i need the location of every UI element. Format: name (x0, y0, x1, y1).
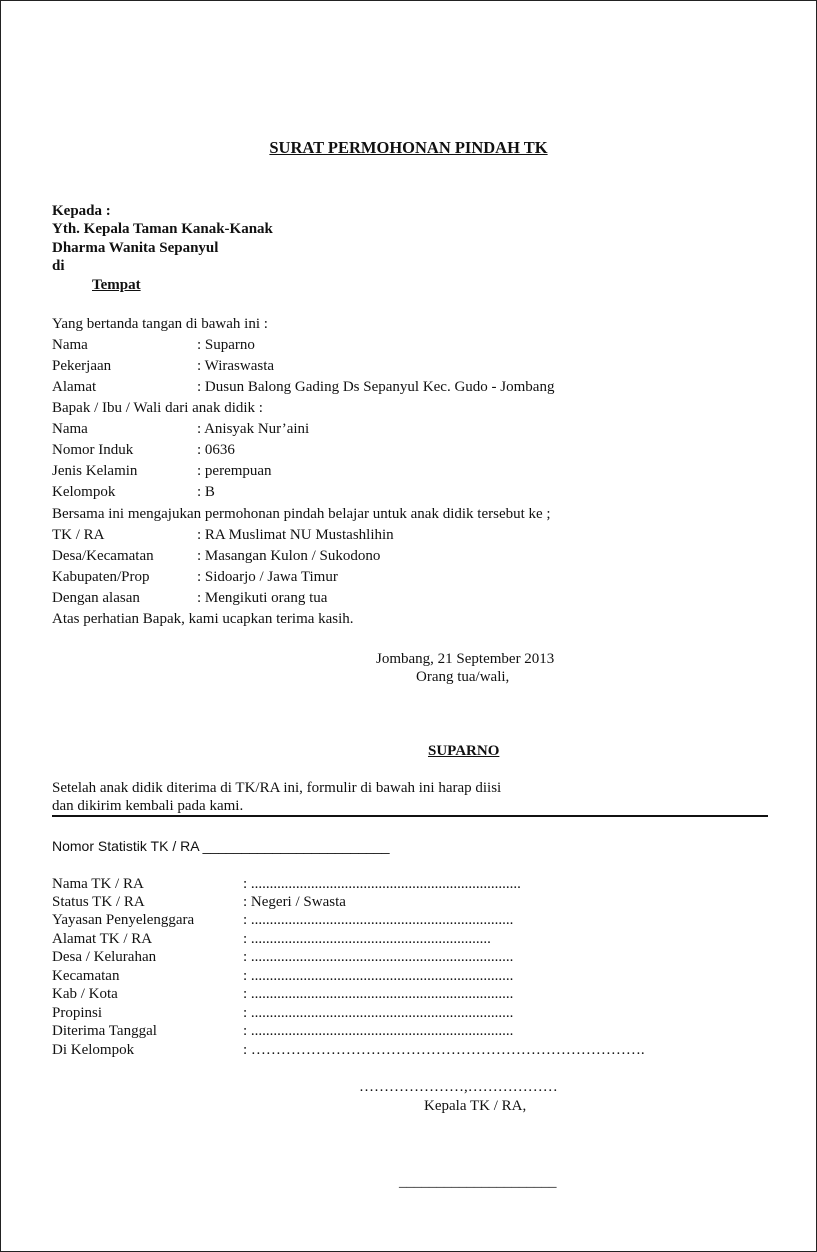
field-value: : Mengikuti orang tua (197, 590, 328, 606)
destination-row (52, 589, 327, 607)
recipient-title: Yth. Kepala Taman Kanak-Kanak (52, 221, 273, 237)
field-value: : ...................................................................... (243, 1005, 514, 1021)
field-label: Nama (52, 337, 88, 353)
field-label: Pekerjaan (52, 358, 112, 374)
field-value: : Anisyak Nur’aini (197, 421, 310, 437)
field-label: Kab / Kota (52, 986, 118, 1002)
field-label: Desa/Kecamatan (52, 548, 154, 564)
form-row (52, 875, 521, 893)
field-value: : Wiraswasta (197, 358, 275, 374)
section-divider (52, 815, 768, 817)
form-row (52, 911, 513, 929)
intro-text: Yang bertanda tangan di bawah ini : (52, 316, 268, 332)
field-label: Alamat TK / RA (52, 931, 153, 947)
parent-row (52, 336, 255, 354)
field-value: : ........................................................................ (243, 876, 521, 892)
destination-row (52, 526, 394, 544)
parent-row (52, 378, 554, 396)
field-value: : ...................................................................... (243, 912, 514, 928)
field-label: TK / RA (52, 527, 105, 543)
form-row (52, 1022, 513, 1040)
field-value: : ...................................................................... (243, 968, 514, 984)
form-row (52, 967, 513, 985)
recipient-school: Dharma Wanita Sepanyul (52, 240, 219, 256)
letter-title: SURAT PERMOHONAN PINDAH TK (269, 138, 548, 157)
field-label: Nama (52, 421, 88, 437)
recipient-kepada: Kepada : (52, 203, 111, 219)
field-label: Yayasan Penyelenggara (52, 912, 195, 928)
field-value: : 0636 (197, 442, 235, 458)
closing-text: Atas perhatian Bapak, kami ucapkan terima kasih. (52, 611, 354, 627)
field-value: : Negeri / Swasta (243, 894, 346, 910)
field-value: : B (197, 484, 215, 500)
head-signature-dots: …………………,……………… (359, 1079, 558, 1095)
signer-role: Orang tua/wali, (416, 669, 510, 685)
field-value: : ................................................................ (243, 931, 491, 947)
destination-row (52, 568, 338, 586)
field-value: : ...................................................................... (243, 1023, 514, 1039)
field-label: Di Kelompok (52, 1042, 135, 1058)
request-intro: Bersama ini mengajukan permohonan pindah belajar untuk anak didik tersebut ke ; (52, 506, 551, 522)
date-place: Jombang, 21 September 2013 (376, 651, 555, 667)
field-label: Dengan alasan (52, 590, 140, 606)
field-label: Propinsi (52, 1005, 103, 1021)
destination-row (52, 547, 380, 565)
signer-name: SUPARNO (428, 743, 500, 759)
form-row (52, 1004, 513, 1022)
head-signature-line: _____________________ (399, 1174, 557, 1190)
child-row (52, 420, 309, 438)
child-row (52, 483, 215, 501)
statistik-field: Nomor Statistik TK / RA ________________________ (52, 838, 390, 854)
field-label: Alamat (52, 379, 97, 395)
child-row (52, 462, 272, 480)
field-value: : RA Muslimat NU Mustashlihin (197, 527, 394, 543)
child-intro: Bapak / Ibu / Wali dari anak didik : (52, 400, 263, 416)
head-role: Kepala TK / RA, (424, 1098, 527, 1114)
child-row (52, 441, 235, 459)
form-row (52, 985, 513, 1003)
field-value: : ...................................................................... (243, 986, 514, 1002)
form-note-line2: dan dikirim kembali pada kami. (52, 798, 244, 814)
field-label: Kecamatan (52, 968, 120, 984)
recipient-place: Tempat (92, 277, 141, 293)
parent-row (52, 357, 274, 375)
field-label: Diterima Tanggal (52, 1023, 157, 1039)
field-value: : ……………………………………………………………………. (243, 1042, 645, 1058)
field-value: : ...................................................................... (243, 949, 514, 965)
field-label: Kabupaten/Prop (52, 569, 150, 585)
field-value: : Sidoarjo / Jawa Timur (197, 569, 338, 585)
field-label: Status TK / RA (52, 894, 145, 910)
form-row (52, 893, 346, 911)
form-row (52, 1041, 645, 1059)
field-value: : perempuan (197, 463, 272, 479)
form-row (52, 930, 491, 948)
form-row (52, 948, 513, 966)
field-label: Kelompok (52, 484, 116, 500)
field-label: Nama TK / RA (52, 876, 144, 892)
form-note-line1: Setelah anak didik diterima di TK/RA ini, formulir di bawah ini harap diisi (52, 780, 502, 796)
field-label: Desa / Kelurahan (52, 949, 157, 965)
field-value: : Dusun Balong Gading Ds Sepanyul Kec. Gudo - Jombang (197, 379, 555, 395)
field-label: Jenis Kelamin (52, 463, 138, 479)
recipient-di: di (52, 258, 65, 274)
field-value: : Suparno (197, 337, 255, 353)
field-value: : Masangan Kulon / Sukodono (197, 548, 381, 564)
field-label: Nomor Induk (52, 442, 134, 458)
